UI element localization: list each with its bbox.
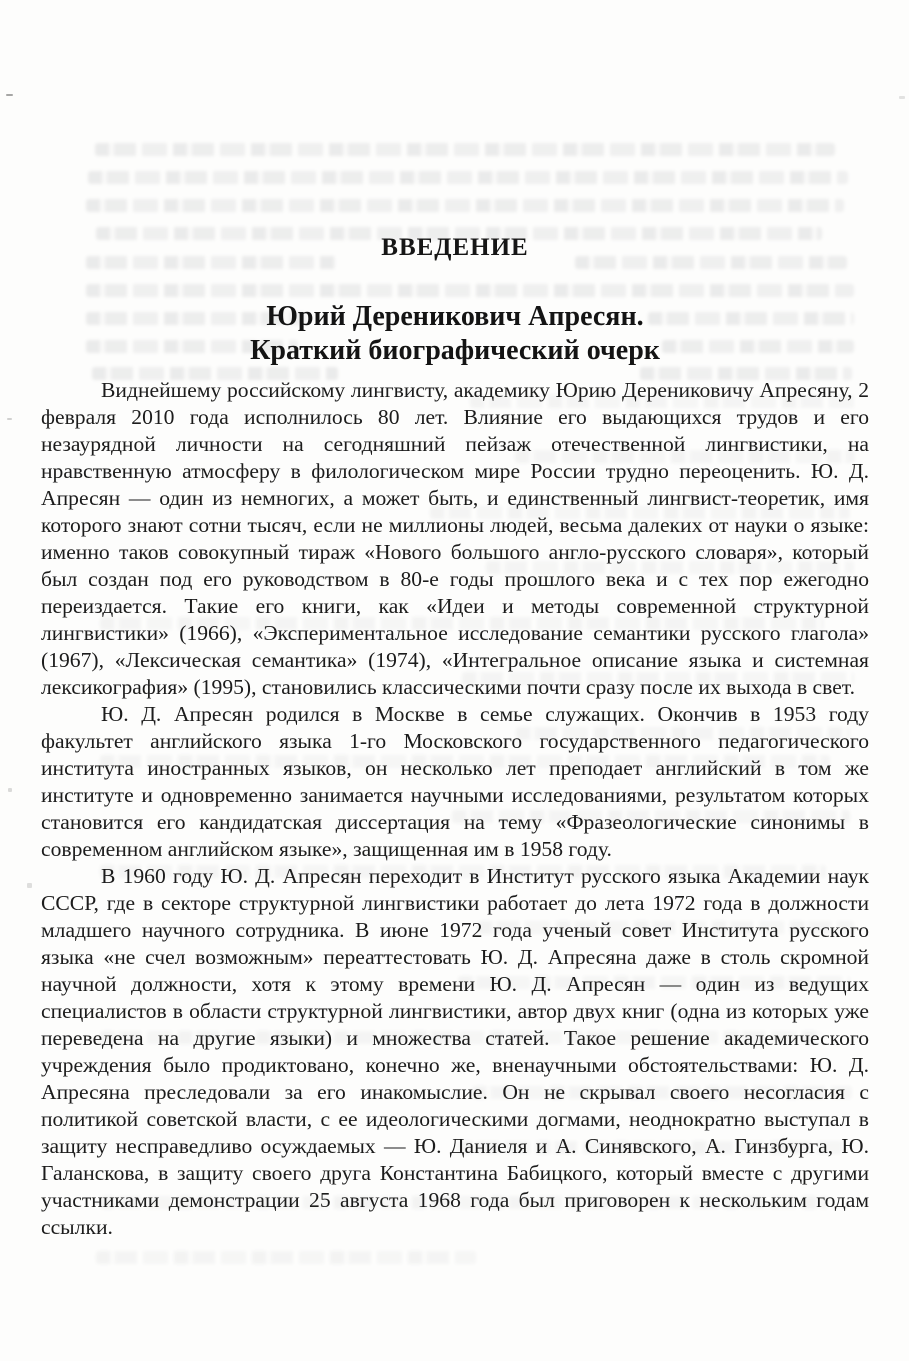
chapter-title: ВВЕДЕНИЕ	[381, 234, 529, 261]
scan-speck	[27, 883, 32, 888]
paragraph: В 1960 году Ю. Д. Апресян переходит в Институт русского языка Академии наук СССР, где в секторе структурной лингвистики работает до лета 1972 года в должности младшего научного сотрудника. В июне 1972 года ученый совет Института русского языка «не счел возможным» переаттестовать Ю. Д. Апресяна даже в столь скромной научной должности, хотя к этому времени Ю. Д. Апресян — один из ведущих специалистов в области структурной лингвистики, автор двух книг (одна из которых уже переведена на другие языки) и множества статей. Такое решение академического учреждения было продиктовано, конечно же, вненаучными обстоятельствами: Ю. Д. Апресяна преследовали за его инакомыслие. Он не скрывал своего несогласия с политикой советской власти, с ее идеологическими догмами, неоднократно выступал в защиту несправедливо осуждаемых — Ю. Даниеля и А. Синявского, А. Гинзбурга, Ю. Галанскова, в защиту своего друга Константина Бабицкого, который вместе с другими участниками демонстрации 25 августа 1968 года был приговорен к нескольким годам ссылки.	[41, 864, 869, 1239]
section-heading-line-1: Юрий Дереникович Апресян.	[266, 301, 644, 332]
scan-speck	[8, 788, 12, 792]
paragraph: Ю. Д. Апресян родился в Москве в семье служащих. Окончив в 1953 году факультет английского языка 1-го Московского государственного педагогического института иностранных языков, он несколько лет преподает английский в том же институте и одновременно занимается научными исследованиями, результатом которых становится его кандидатская диссертация на тему «Фразеологические синонимы в современном английском языке», защищенная им в 1958 году.	[41, 702, 869, 861]
scan-speck	[899, 96, 905, 99]
scan-speck	[7, 418, 12, 420]
paragraph: Виднейшему российскому лингвисту, академику Юрию Дерениковичу Апресяну, 2 февраля 2010 года исполнилось 80 лет. Влияние его выдающихся трудов и его незаурядной личности на сегодняшний пейзаж отечественной лингвистики, на нравственную атмосферу в филологическом мире России трудно переоценить. Ю. Д. Апресян — один из немногих, а может быть, и единственный лингвист-теоретик, имя которого знают сотни тысяч, если не миллионы людей, весьма далеких от науки о языке: именно таков совокупный тираж «Нового большого англо-русского словаря», который был создан под его руководством в 80-е годы прошлого века и с тех пор ежегодно переиздается. Такие его книги, как «Идеи и методы современной структурной лингвистики» (1966), «Экспериментальное исследование семантики русского глагола» (1967), «Лексическая семантика» (1974), «Интегральное описание языка и системная лексикография» (1995), становились классическими почти сразу после их выхода в свет.	[41, 378, 869, 699]
body-text	[41, 377, 869, 1241]
bleed-through-line	[86, 199, 844, 212]
section-heading-line-2: Краткий биографический очерк	[250, 335, 660, 366]
bleed-through-line	[96, 1251, 476, 1264]
bleed-through-line	[86, 284, 854, 297]
scan-speck	[6, 94, 13, 96]
bleed-through-line	[88, 171, 848, 184]
bleed-through-line	[95, 143, 835, 156]
section-heading	[41, 300, 869, 368]
